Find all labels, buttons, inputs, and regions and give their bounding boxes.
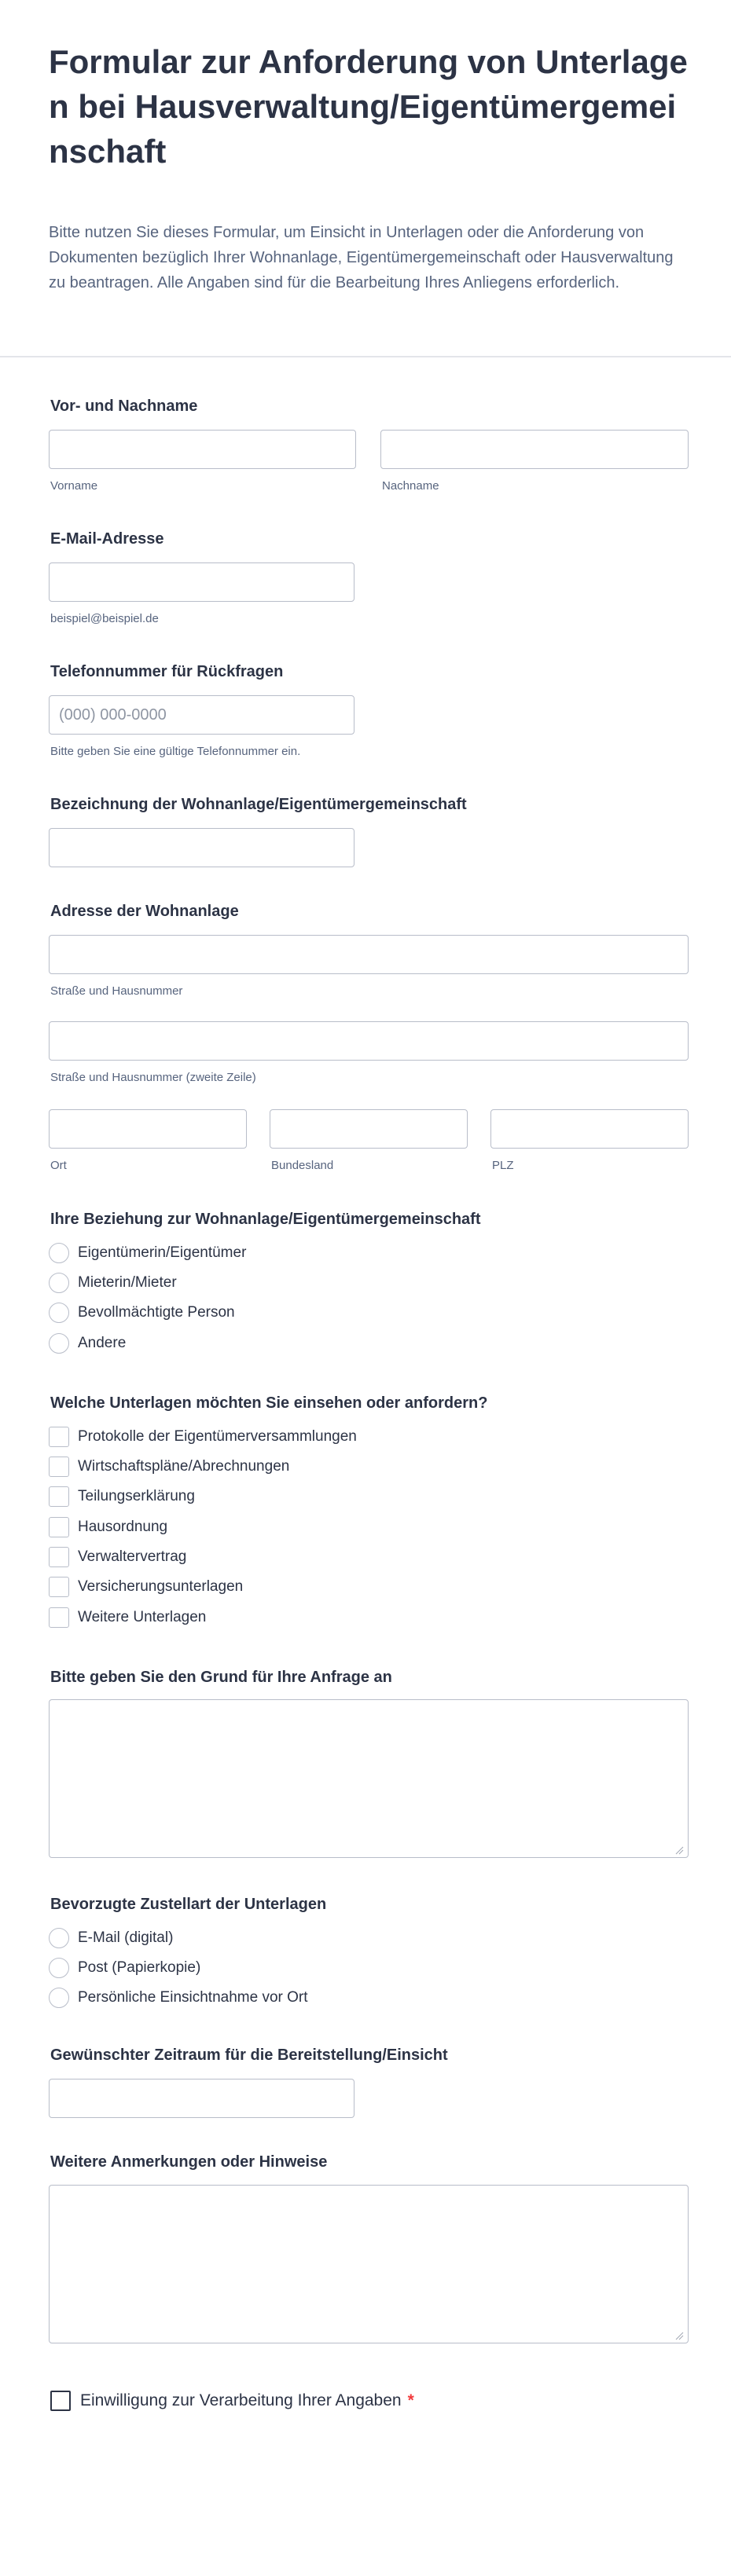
documents-option[interactable]: Weitere Unterlagen	[49, 1607, 206, 1629]
notes-label: Weitere Anmerkungen oder Hinweise	[50, 2153, 328, 2171]
street2-input[interactable]	[49, 1021, 689, 1061]
last-name-input[interactable]	[380, 430, 689, 469]
documents-option[interactable]: Wirtschaftspläne/Abrechnungen	[49, 1456, 289, 1478]
street-input[interactable]	[49, 935, 689, 974]
radio-button[interactable]	[49, 1273, 69, 1293]
zip-sublabel: PLZ	[492, 1159, 514, 1172]
consent-checkbox-row[interactable]	[50, 2389, 414, 2413]
relationship-option[interactable]: Mieterin/Mieter	[49, 1272, 177, 1294]
relationship-option[interactable]: Bevollmächtigte Person	[49, 1302, 235, 1324]
consent-label: Einwilligung zur Verarbeitung Ihrer Angaben	[80, 2391, 402, 2409]
email-label: E-Mail-Adresse	[50, 530, 164, 548]
zip-input[interactable]	[490, 1109, 689, 1149]
radio-button[interactable]	[49, 1303, 69, 1323]
form-title: Formular zur Anforderung von Unterlagen bei Hausverwaltung/Eigentümergemeinschaft	[49, 43, 688, 170]
checkbox[interactable]	[49, 1607, 69, 1628]
required-marker: *	[407, 2391, 414, 2409]
notes-textarea[interactable]	[49, 2185, 689, 2343]
radio-button[interactable]	[49, 1243, 69, 1263]
phone-input[interactable]	[49, 695, 354, 735]
checkbox[interactable]	[49, 1427, 69, 1447]
address-label: Adresse der Wohnanlage	[50, 903, 239, 920]
documents-option[interactable]: Protokolle der Eigentümerversammlungen	[49, 1426, 357, 1448]
name-label: Vor- und Nachname	[50, 398, 198, 415]
email-input[interactable]	[49, 562, 354, 602]
documents-option[interactable]: Hausordnung	[49, 1516, 167, 1538]
delivery-option[interactable]: E-Mail (digital)	[49, 1927, 173, 1949]
documents-label: Welche Unterlagen möchten Sie einsehen oder anfordern?	[50, 1394, 488, 1412]
timeframe-label: Gewünschter Zeitraum für die Bereitstellung/Einsicht	[50, 2047, 448, 2064]
documents-option[interactable]: Verwaltervertrag	[49, 1546, 186, 1568]
relationship-option[interactable]: Eigentümerin/Eigentümer	[49, 1242, 246, 1264]
radio-button[interactable]	[49, 1958, 69, 1978]
checkbox[interactable]	[49, 1547, 69, 1567]
state-input[interactable]	[270, 1109, 468, 1149]
city-sublabel: Ort	[50, 1159, 67, 1172]
city-input[interactable]	[49, 1109, 247, 1149]
timeframe-input[interactable]	[49, 2079, 354, 2118]
documents-option[interactable]: Teilungserklärung	[49, 1486, 195, 1508]
phone-label: Telefonnummer für Rückfragen	[50, 663, 284, 680]
reason-label: Bitte geben Sie den Grund für Ihre Anfrage an	[50, 1669, 392, 1686]
checkbox[interactable]	[49, 1517, 69, 1537]
relationship-option[interactable]: Andere	[49, 1332, 126, 1354]
checkbox[interactable]	[49, 1486, 69, 1507]
property-name-input[interactable]	[49, 828, 354, 867]
delivery-option[interactable]: Persönliche Einsichtnahme vor Ort	[49, 1987, 308, 2009]
checkbox[interactable]	[49, 1457, 69, 1477]
delivery-label: Bevorzugte Zustellart der Unterlagen	[50, 1896, 327, 1913]
form-header	[0, 0, 731, 357]
consent-checkbox[interactable]	[50, 2391, 71, 2411]
street2-sublabel: Straße und Hausnummer (zweite Zeile)	[50, 1071, 256, 1084]
phone-sublabel: Bitte geben Sie eine gültige Telefonnummer ein.	[50, 745, 301, 758]
email-sublabel: beispiel@beispiel.de	[50, 612, 159, 625]
radio-button[interactable]	[49, 1988, 69, 2008]
first-name-input[interactable]	[49, 430, 356, 469]
state-sublabel: Bundesland	[271, 1159, 334, 1172]
documents-option[interactable]: Versicherungsunterlagen	[49, 1576, 243, 1598]
radio-button[interactable]	[49, 1928, 69, 1948]
reason-textarea[interactable]	[49, 1699, 689, 1858]
relationship-label: Ihre Beziehung zur Wohnanlage/Eigentümergemeinschaft	[50, 1211, 481, 1228]
form-description: Bitte nutzen Sie dieses Formular, um Einsicht in Unterlagen oder die Anforderung von Dokumenten bezüglich Ihrer Wohnanlage, Eigentümergemeinschaft oder Hausverwaltung zu beantragen. Alle Angaben sind für die Bearbeitung Ihres Anliegens erforderlich.	[49, 224, 674, 291]
resize-handle-icon[interactable]	[674, 2331, 684, 2340]
delivery-option[interactable]: Post (Papierkopie)	[49, 1957, 200, 1979]
property-name-label: Bezeichnung der Wohnanlage/Eigentümergemeinschaft	[50, 796, 467, 813]
last-name-sublabel: Nachname	[382, 479, 439, 493]
checkbox[interactable]	[49, 1577, 69, 1597]
street-sublabel: Straße und Hausnummer	[50, 984, 183, 998]
resize-handle-icon[interactable]	[674, 1845, 684, 1855]
first-name-sublabel: Vorname	[50, 479, 98, 493]
radio-button[interactable]	[49, 1333, 69, 1354]
